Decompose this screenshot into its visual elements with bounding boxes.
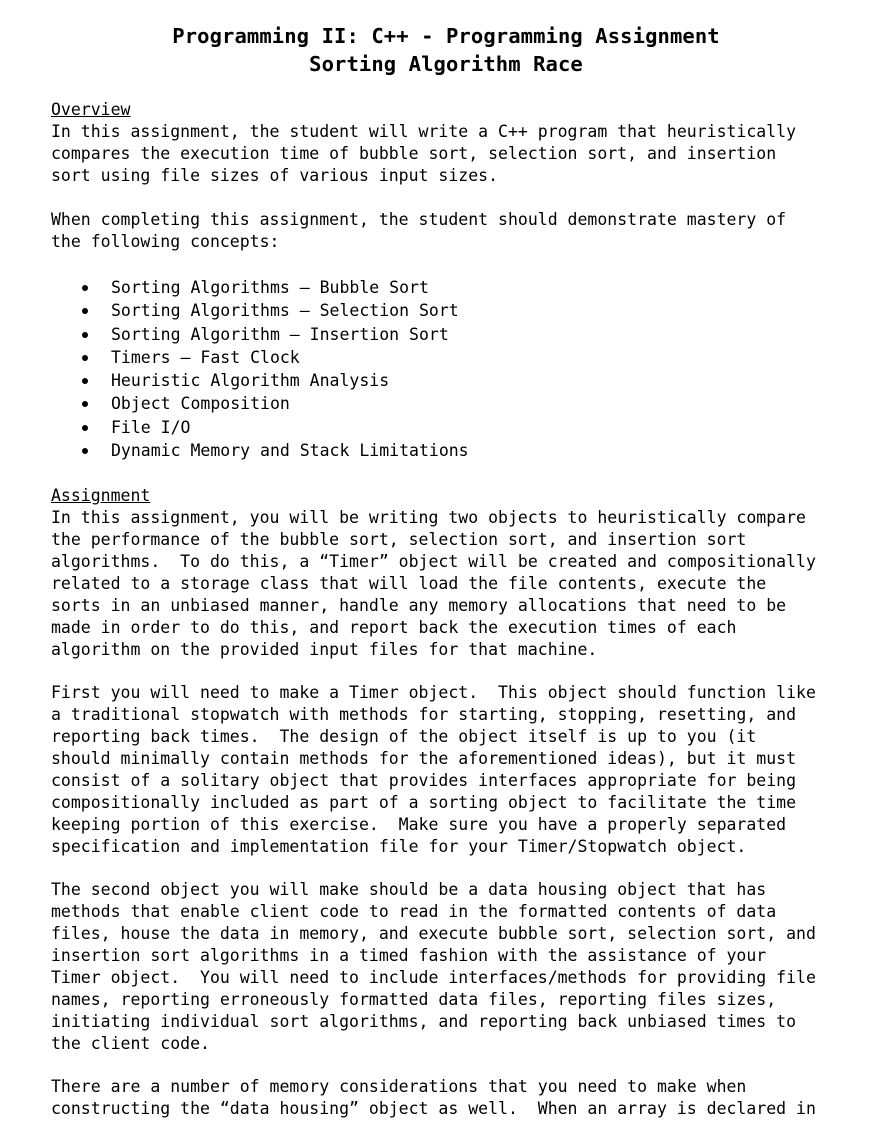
paragraph-line: compositionally included as part of a sorting object to facilitate the time bbox=[51, 793, 797, 812]
assignment-paragraph-4 bbox=[51, 1076, 851, 1120]
paragraph-line: There are a number of memory considerations that you need to make when bbox=[51, 1077, 747, 1096]
assignment-paragraph-2 bbox=[51, 682, 851, 858]
paragraph-line: specification and implementation file for your Timer/Stopwatch object. bbox=[51, 837, 747, 856]
list-item-text: Sorting Algorithm – Insertion Sort bbox=[111, 324, 449, 344]
paragraph-line: a traditional stopwatch with methods for starting, stopping, resetting, and bbox=[51, 705, 797, 724]
title-line-1: Programming II: C++ - Programming Assignment bbox=[172, 24, 720, 48]
bullet-icon bbox=[82, 401, 88, 407]
paragraph-line: sort using file sizes of various input sizes. bbox=[51, 166, 499, 185]
paragraph-line: the client code. bbox=[51, 1034, 210, 1053]
bullet-icon bbox=[82, 378, 88, 384]
paragraph-line: initiating individual sort algorithms, and reporting back unbiased times to bbox=[51, 1012, 797, 1031]
paragraph-line: algorithm on the provided input files for that machine. bbox=[51, 640, 598, 659]
list-item bbox=[80, 392, 780, 415]
overview-paragraph-2 bbox=[51, 209, 851, 253]
bullet-icon bbox=[82, 448, 88, 454]
paragraph-line: The second object you will make should be a data housing object that has bbox=[51, 880, 767, 899]
document-title bbox=[0, 22, 892, 78]
bullet-icon bbox=[82, 355, 88, 361]
bullet-icon bbox=[82, 285, 88, 291]
paragraph-line: algorithms. To do this, a “Timer” object will be created and compositionally bbox=[51, 552, 816, 571]
paragraph-line: should minimally contain methods for the aforementioned ideas), but it must bbox=[51, 749, 797, 768]
list-item bbox=[80, 439, 780, 462]
paragraph-line: names, reporting erroneously formatted data files, reporting files sizes, bbox=[51, 990, 777, 1009]
paragraph-line: In this assignment, the student will write a C++ program that heuristically bbox=[51, 122, 797, 141]
paragraph-line: the performance of the bubble sort, selection sort, and insertion sort bbox=[51, 530, 747, 549]
paragraph-line: First you will need to make a Timer object. This object should function like bbox=[51, 683, 816, 702]
bullet-icon bbox=[82, 308, 88, 314]
list-item bbox=[80, 276, 780, 299]
paragraph-line: keeping portion of this exercise. Make sure you have a properly separated bbox=[51, 815, 787, 834]
list-item-text: Sorting Algorithms – Bubble Sort bbox=[111, 278, 429, 297]
paragraph-line: compares the execution time of bubble sort, selection sort, and insertion bbox=[51, 144, 777, 163]
paragraph-line: files, house the data in memory, and execute bubble sort, selection sort, and bbox=[51, 924, 816, 943]
paragraph-line: insertion sort algorithms in a timed fashion with the assistance of your bbox=[51, 946, 767, 965]
concepts-list bbox=[80, 276, 780, 462]
paragraph-line: constructing the “data housing” object as well. When an array is declared in bbox=[51, 1099, 816, 1118]
list-item bbox=[80, 346, 780, 369]
bullet-icon bbox=[82, 425, 88, 431]
bullet-icon bbox=[82, 332, 88, 338]
list-item-text: File I/O bbox=[111, 417, 191, 437]
assignment-paragraph-3 bbox=[51, 879, 851, 1055]
overview-section bbox=[51, 99, 851, 187]
paragraph-line: related to a storage class that will load the file contents, execute the bbox=[51, 574, 767, 593]
title-line-2: Sorting Algorithm Race bbox=[309, 52, 583, 76]
paragraph-line: In this assignment, you will be writing two objects to heuristically compare bbox=[51, 508, 806, 527]
list-item bbox=[80, 323, 780, 346]
list-item-text: Object Composition bbox=[111, 394, 290, 414]
list-item-text: Heuristic Algorithm Analysis bbox=[111, 371, 390, 391]
assignment-section bbox=[51, 485, 851, 661]
paragraph-line: sorts in an unbiased manner, handle any memory allocations that need to be bbox=[51, 596, 787, 615]
list-item bbox=[80, 416, 780, 439]
list-item bbox=[80, 369, 780, 392]
list-item-text: Dynamic Memory and Stack Limitations bbox=[111, 441, 469, 461]
overview-heading: Overview bbox=[51, 100, 131, 119]
list-item-text: Timers – Fast Clock bbox=[111, 347, 300, 367]
paragraph-line: methods that enable client code to read in the formatted contents of data bbox=[51, 902, 777, 921]
paragraph-line: reporting back times. The design of the object itself is up to you (it bbox=[51, 727, 757, 746]
paragraph-line: Timer object. You will need to include interfaces/methods for providing file bbox=[51, 968, 816, 987]
list-item bbox=[80, 299, 780, 322]
paragraph-line: consist of a solitary object that provides interfaces appropriate for being bbox=[51, 771, 797, 790]
paragraph-line: made in order to do this, and report back the execution times of each bbox=[51, 618, 737, 637]
paragraph-line: the following concepts: bbox=[51, 232, 280, 251]
list-item-text: Sorting Algorithms – Selection Sort bbox=[111, 301, 459, 321]
paragraph-line: When completing this assignment, the student should demonstrate mastery of bbox=[51, 210, 787, 229]
assignment-heading: Assignment bbox=[51, 486, 151, 505]
